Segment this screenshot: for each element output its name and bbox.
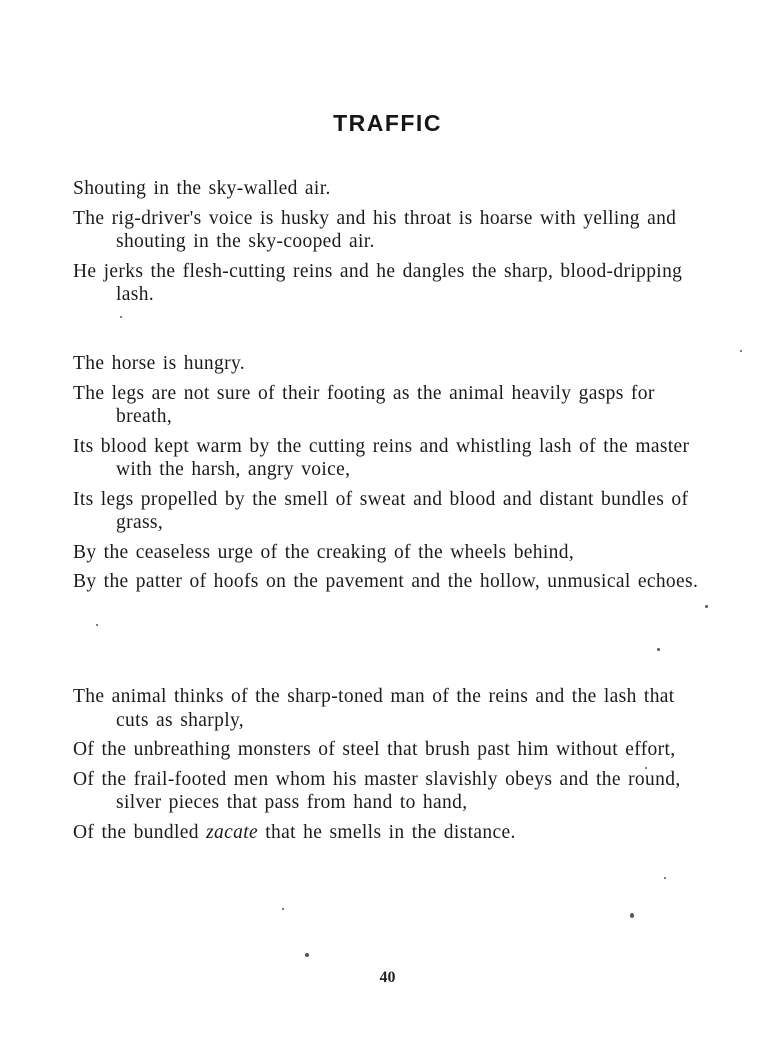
print-speck <box>740 350 742 352</box>
page-number: 40 <box>379 969 396 986</box>
print-speck <box>120 316 122 318</box>
print-speck <box>96 624 98 626</box>
poem-line: Shouting in the sky-walled air. <box>73 178 331 199</box>
line-text: Of the bundled <box>73 821 207 843</box>
poem-title: TRAFFIC <box>333 110 442 136</box>
print-speck <box>630 913 634 918</box>
line-text: that he smells in the distance. <box>258 821 516 843</box>
poem-line: The animal thinks of the sharp-toned man of the reins and the lash that cuts as sharply, <box>73 686 675 731</box>
poem-line: By the ceaseless urge of the creaking of the wheels behind, <box>73 541 575 563</box>
poem-line: The legs are not sure of their footing as the animal heavily gasps for breath, <box>73 382 655 427</box>
poem-line: The rig-driver's voice is husky and his throat is hoarse with yelling and shouting in the sky-cooped air. <box>73 207 677 252</box>
poem-line: He jerks the flesh-cutting reins and he dangles the sharp, blood-dripping lash. <box>73 260 683 305</box>
print-speck <box>305 953 309 957</box>
print-speck <box>664 877 666 879</box>
print-speck <box>282 908 284 910</box>
print-speck <box>657 648 660 651</box>
poem-line: By the patter of hoofs on the pavement and the hollow, unmusical echoes. <box>73 571 699 592</box>
print-speck <box>705 605 708 608</box>
poem-line-final <box>73 821 713 845</box>
poem-line: Of the unbreathing monsters of steel that brush past him without effort, <box>73 739 676 760</box>
poem-line: Its legs propelled by the smell of sweat and blood and distant bundles of grass, <box>73 488 689 533</box>
stanza-3 <box>73 685 713 850</box>
stanza-2 <box>73 352 713 600</box>
poem-line: The horse is hungry. <box>73 353 246 374</box>
italic-word: zacate <box>206 821 259 843</box>
print-speck <box>645 767 647 769</box>
stanza-1 <box>73 177 713 313</box>
poem-line: Its blood kept warm by the cutting reins and whistling lash of the master with the harsh, angry voice, <box>73 435 690 480</box>
poem-line: Of the frail-footed men whom his master slavishly obeys and the round, silver pieces that pass from hand to hand, <box>73 768 681 813</box>
